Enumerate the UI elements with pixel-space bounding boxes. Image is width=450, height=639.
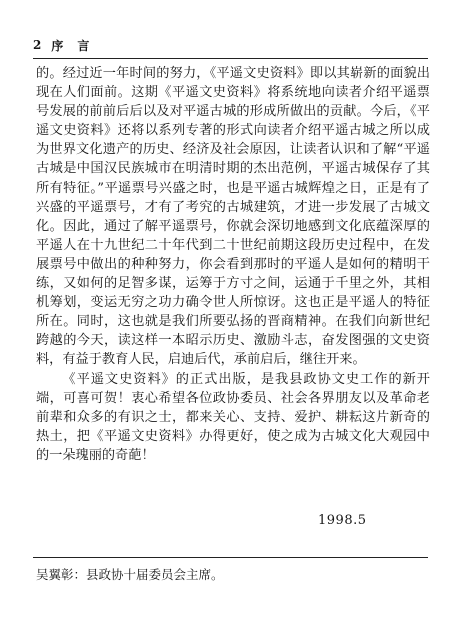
paragraph-closing: 《平遥文史资料》的正式出版，是我县政协文史工作的新开端，可喜可贺！衷心希望各位政协委员、社会各界朋友以及革命老前辈和众多的有识之士，都来关心、支持、爱护、耕耘这片新奇的热土，把《平遥文史资料》办得更好，使之成为古城文化大观园中的一朵瑰丽的奇葩！ xyxy=(36,371,430,463)
footnote: 吴翼彰：县政协十届委员会主席。 xyxy=(36,567,224,582)
page-number: 2 xyxy=(33,38,44,52)
page-header xyxy=(33,36,103,54)
paragraph-continued: 的。经过近一年时间的努力，《平遥文史资料》即以其崭新的面貌出现在人们面前。这期《平遥文史资料》将系统地向读者介绍平遥票号发展的前前后后以及对平遥古城的形成所做出的贡献。今后，《平遥文史资料》还将以系列专著的形式向读者介绍平遥古城之所以成为世界文化遗产的历史、经济及社会原因，让读者认识和了解“平遥古城是中国汉民族城市在明清时期的杰出范例，平遥古城保存了其所有特征。”平遥票号兴盛之时，也是平遥古城辉煌之日，正是有了兴盛的平遥票号，才有了考究的古城建筑，才进一步发展了古城文化。因此，通过了解平遥票号，你就会深切地感到文化底蕴深厚的平遥人在十九世纪二十年代到二十世纪前期这段历史过程中，在发展票号中做出的种种努力，你会看到那时的平遥人是如何的精明干练，又如何的足智多谋，运筹于方寸之间，运通于千里之外，其相机筹划，变运无穷之功力确令世人所惊讶。这也正是平遥人的特征所在。同时，这也就是我们所要弘扬的晋商精神。在我们向新世纪跨越的今天，读这样一本昭示历史、激励斗志，奋发图强的文史资料，有益于教育人民，启迪后代，承前启后，继往开来。 xyxy=(36,66,430,368)
signature-date: 1998.5 xyxy=(318,513,367,528)
header-divider xyxy=(33,58,428,59)
footnote-divider xyxy=(33,557,428,558)
body-text xyxy=(36,64,430,465)
section-title: 序言 xyxy=(51,38,104,53)
